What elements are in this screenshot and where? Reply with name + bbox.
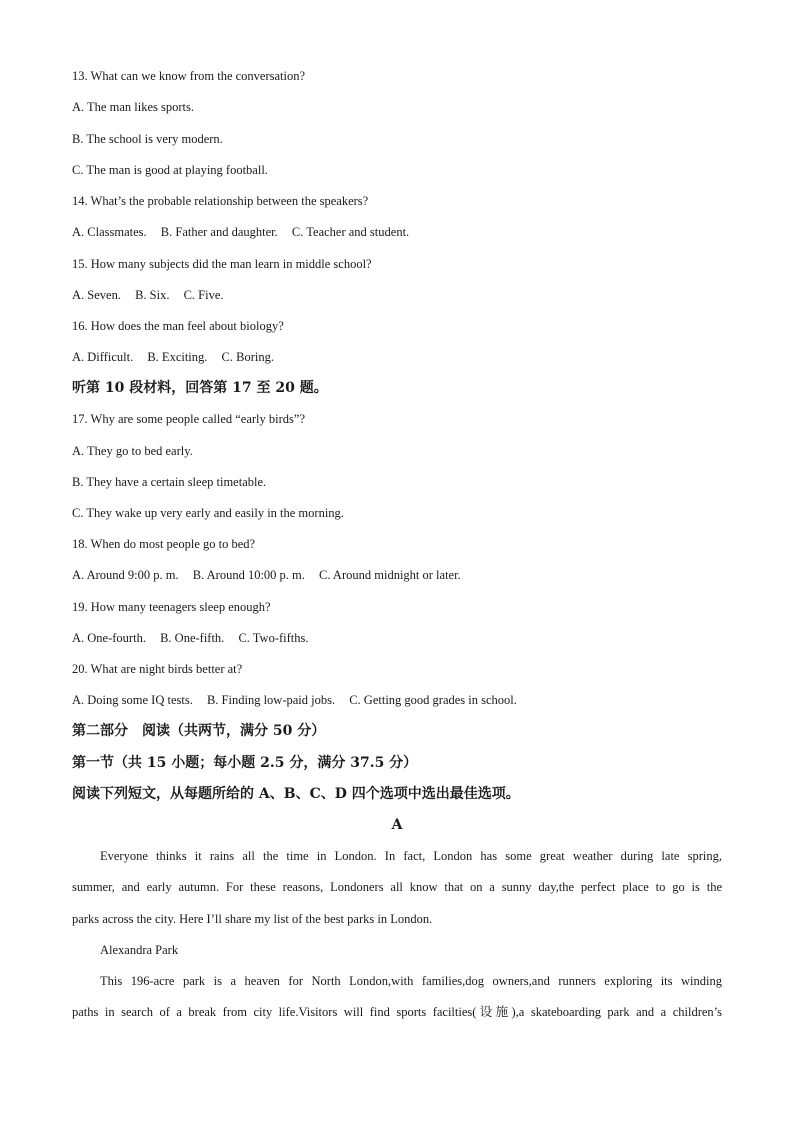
- alexandra-park-subheading: Alexandra Park: [100, 943, 179, 957]
- question-17: 17. Why are some people called “early birds”?: [72, 412, 306, 426]
- q14-option-b: B. Father and daughter.: [160, 225, 278, 239]
- para2-line-2: paths in search of a break from city life.Visitors will find sports facilties(设施),a skateboarding park and a children’s: [72, 1005, 722, 1019]
- para1-line-2: summer, and early autumn. For these reasons, Londoners all know that on a sunny day,the perfect place to go is the: [72, 880, 722, 894]
- q16-option-c: C. Boring.: [221, 350, 274, 364]
- q20-option-b: B. Finding low-paid jobs.: [206, 693, 336, 707]
- question-20: 20. What are night birds better at?: [72, 662, 243, 676]
- q14-options: [72, 224, 409, 240]
- q17-option-b: B. They have a certain sleep timetable.: [72, 475, 267, 489]
- para1-line-1: Everyone thinks it rains all the time in London. In fact, London has some great weather during late spring,: [100, 849, 722, 863]
- q13-option-c: C. The man is good at playing football.: [72, 163, 268, 177]
- q18-options: [72, 567, 461, 583]
- q17-option-a: A. They go to bed early.: [72, 444, 193, 458]
- q13-option-a: A. The man likes sports.: [72, 100, 194, 114]
- q15-options: [72, 287, 224, 303]
- question-18: 18. When do most people go to bed?: [72, 537, 256, 551]
- q14-option-a: A. Classmates.: [72, 225, 147, 239]
- question-15: 15. How many subjects did the man learn in middle school?: [72, 257, 372, 271]
- q15-option-b: B. Six.: [135, 288, 170, 302]
- q19-option-b: B. One-fifth.: [160, 631, 225, 645]
- question-14: 14. What’s the probable relationship between the speakers?: [72, 194, 369, 208]
- material-10-heading: 听第 10 段材料，回答第 17 至 20 题。: [72, 380, 328, 396]
- q20-option-c: C. Getting good grades in school.: [349, 693, 517, 707]
- q13-option-b: B. The school is very modern.: [72, 132, 223, 146]
- q19-option-c: C. Two-fifths.: [238, 631, 309, 645]
- passage-label: A: [391, 817, 403, 833]
- question-19: 19. How many teenagers sleep enough?: [72, 600, 271, 614]
- q20-option-a: A. Doing some IQ tests.: [72, 693, 193, 707]
- q15-option-c: C. Five.: [183, 288, 224, 302]
- q19-option-a: A. One-fourth.: [72, 631, 146, 645]
- question-16: 16. How does the man feel about biology?: [72, 319, 284, 333]
- reading-instruction: 阅读下列短文，从每题所给的 A、B、C、D 四个选项中选出最佳选项。: [72, 786, 520, 802]
- q18-option-b: B. Around 10:00 p. m.: [192, 568, 305, 582]
- q16-options: [72, 349, 274, 365]
- q15-option-a: A. Seven.: [72, 288, 121, 302]
- q17-option-c: C. They wake up very early and easily in the morning.: [72, 506, 344, 520]
- para1-line-3: parks across the city. Here I’ll share my list of the best parks in London.: [72, 912, 433, 926]
- section-one-heading: 第一节（共 15 小题；每小题 2.5 分，满分 37.5 分）: [72, 755, 418, 771]
- part-two-heading: 第二部分 阅读（共两节，满分 50 分）: [72, 723, 326, 739]
- q18-option-a: A. Around 9:00 p. m.: [72, 568, 179, 582]
- q16-option-a: A. Difficult.: [72, 350, 134, 364]
- q16-option-b: B. Exciting.: [147, 350, 208, 364]
- q20-options: [72, 692, 517, 708]
- q18-option-c: C. Around midnight or later.: [319, 568, 461, 582]
- para2-line-1: This 196-acre park is a heaven for North London,with families,dog owners,and runners exploring its winding: [100, 974, 722, 988]
- q19-options: [72, 630, 309, 646]
- question-13: 13. What can we know from the conversation?: [72, 69, 306, 83]
- q14-option-c: C. Teacher and student.: [291, 225, 410, 239]
